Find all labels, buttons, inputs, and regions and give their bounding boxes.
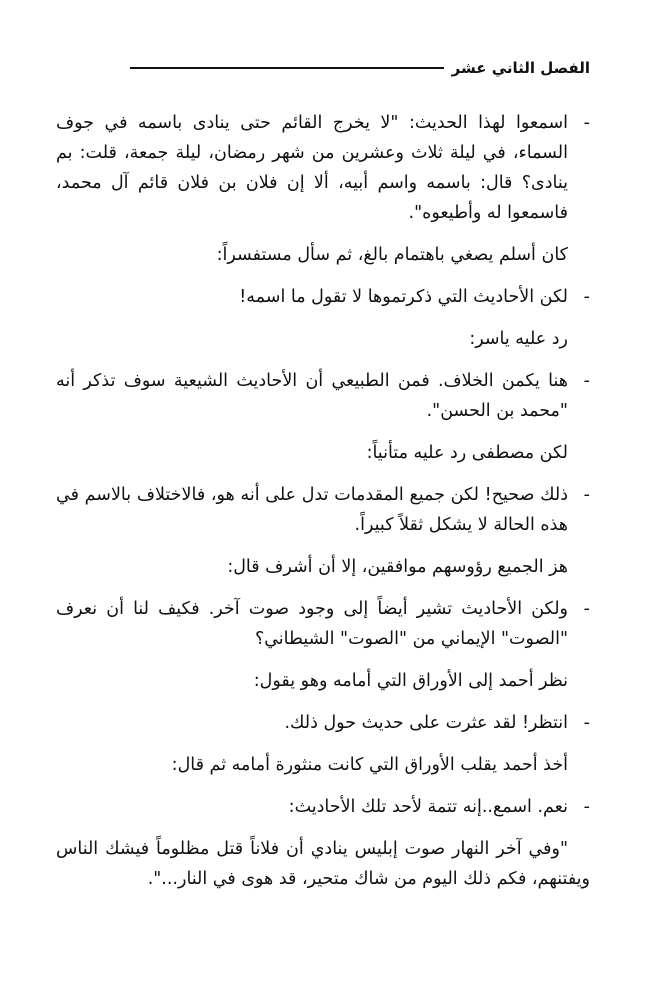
dialogue-paragraph [56, 594, 590, 654]
dialogue-paragraph [56, 708, 590, 738]
narration-paragraph: أخذ أحمد يقلب الأوراق التي كانت منثورة أمامه ثم قال: [171, 755, 568, 775]
dialogue-dash: - [583, 599, 590, 619]
dialogue-text: اسمعوا لهذا الحديث: "لا يخرج القائم حتى ينادى باسمه في جوف السماء، في ليلة ثلاث وعشرين من شهر رمضان، ليلة جمعة، قلت: بم ينادى؟ قال: باسمه واسم أبيه، ألا إن فلان بن فلان قائم آل محمد، فاسمعوا له وأطيعوه". [56, 113, 568, 223]
dialogue-paragraph [56, 282, 590, 312]
dialogue-dash: - [583, 113, 590, 133]
dialogue-text: ذلك صحيح! لكن جميع المقدمات تدل على أنه هو، فالاختلاف بالاسم في هذه الحالة لا يشكل ثقلاً كبيراً. [56, 485, 568, 535]
quoted-hadith-paragraph: "وفي آخر النهار صوت إبليس ينادي أن فلاناً قتل مظلوماً فيشك الناس ويفتنهم، فكم ذلك اليوم من شاك متحير، قد هوى في النار...". [56, 839, 590, 889]
dialogue-text: انتظر! لقد عثرت على حديث حول ذلك. [284, 713, 568, 733]
dialogue-dash: - [583, 713, 590, 733]
dialogue-text: نعم. اسمع..إنه تتمة لأحد تلك الأحاديث: [288, 797, 568, 817]
narration-paragraph: هز الجميع رؤوسهم موافقين، إلا أن أشرف قال: [227, 557, 568, 577]
narration-paragraph: لكن مصطفى رد عليه متأنياً: [366, 443, 568, 463]
chapter-title: الفصل الثاني عشر [451, 59, 590, 77]
dialogue-text: هنا يكمن الخلاف. فمن الطبيعي أن الأحاديث الشيعية سوف تذكر أنه "محمد بن الحسن". [56, 371, 568, 421]
narration-paragraph: كان أسلم يصغي باهتمام بالغ، ثم سأل مستفسراً: [216, 245, 568, 265]
dialogue-text: ولكن الأحاديث تشير أيضاً إلى وجود صوت آخر. فكيف لنا أن نعرف "الصوت" الإيماني من "الصوت" الشيطاني؟ [56, 599, 568, 649]
dialogue-paragraph [56, 366, 590, 426]
dialogue-dash: - [583, 287, 590, 307]
narration-paragraph: نظر أحمد إلى الأوراق التي أمامه وهو يقول: [253, 671, 568, 691]
page-body [56, 108, 590, 894]
dialogue-paragraph [56, 480, 590, 540]
dialogue-paragraph [56, 792, 590, 822]
dialogue-text: لكن الأحاديث التي ذكرتموها لا تقول ما اسمه! [239, 287, 568, 307]
narration-paragraph: رد عليه ياسر: [469, 329, 568, 349]
dialogue-paragraph [56, 108, 590, 228]
dialogue-dash: - [583, 371, 590, 391]
chapter-header [130, 56, 590, 80]
header-rule [130, 67, 444, 69]
dialogue-dash: - [583, 485, 590, 505]
dialogue-dash: - [583, 797, 590, 817]
